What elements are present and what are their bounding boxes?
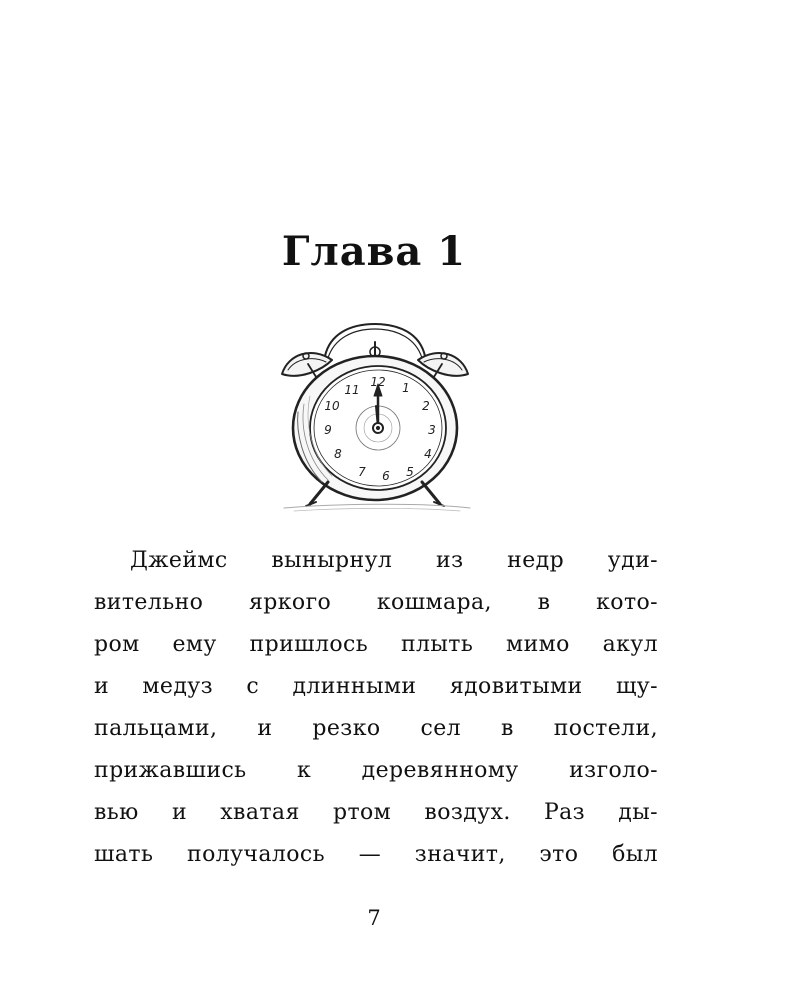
dial-12: 12 <box>370 375 386 389</box>
text-line: пальцами, и резко сел в постели, <box>94 716 658 741</box>
dial-2: 2 <box>422 399 430 413</box>
text-line: ром ему пришлось плыть мимо акул <box>94 632 658 657</box>
text-line: прижавшись к деревянному изголо- <box>94 758 658 783</box>
dial-6: 6 <box>382 469 390 483</box>
dial-10: 10 <box>324 399 340 413</box>
text-line: вительно яркого кошмара, в кото- <box>94 590 658 615</box>
dial-4: 4 <box>424 447 432 461</box>
text-line: шать получалось — значит, это был <box>94 842 658 867</box>
text-line: вью и хватая ртом воздух. Раз ды- <box>94 800 658 825</box>
dial-11: 11 <box>344 383 360 397</box>
text-line: Джеймс вынырнул из недр уди- <box>130 548 658 573</box>
chapter-title: Глава 1 <box>281 228 467 275</box>
dial-8: 8 <box>334 447 342 461</box>
dial-7: 7 <box>358 465 366 479</box>
text-line: и медуз с длинными ядовитыми щу- <box>94 674 658 699</box>
page-number: 7 <box>367 906 381 930</box>
alarm-clock-icon <box>270 312 480 520</box>
dial-9: 9 <box>324 423 332 437</box>
dial-3: 3 <box>428 423 436 437</box>
dial-5: 5 <box>406 465 414 479</box>
dial-1: 1 <box>402 381 410 395</box>
body-text <box>94 540 658 876</box>
